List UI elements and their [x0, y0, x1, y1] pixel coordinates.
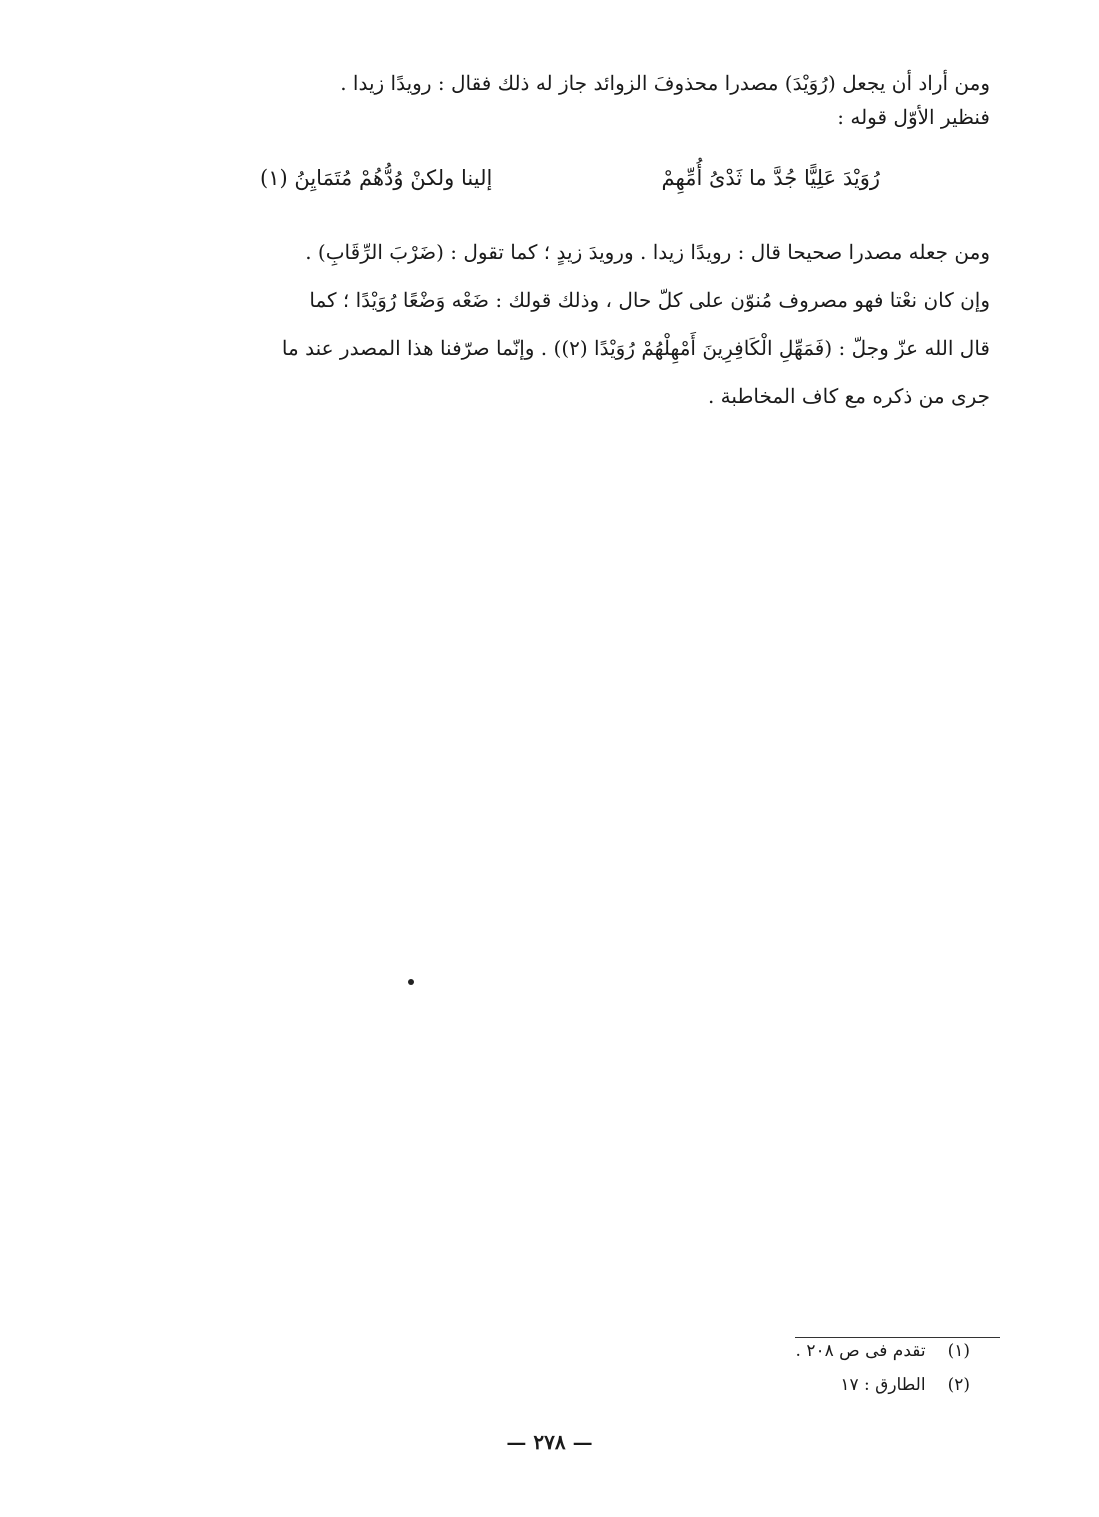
main-paragraph: [130, 66, 990, 134]
verse-first-hemistich: رُوَيْدَ عَلِيًّا جُدَّ ما ثَدْىُ أُمِّهِمْ: [661, 166, 880, 190]
footnote-number: (١): [947, 1341, 970, 1361]
text-line: فنظير الأوّل قوله :: [837, 105, 990, 129]
text-line: قال الله عزّ وجلّ : (فَمَهِّلِ الْكَافِرِينَ أَمْهِلْهُمْ رُوَيْدًا (٢)) . وإنّما صرّفنا هذا المصدر عند ما: [281, 336, 990, 360]
footnote-text: تقدم فى ص ٢٠٨ .: [795, 1341, 926, 1361]
text-line: وإن كان نعْتا فهو مصروف مُنوّن على كلّ حال ، وذلك قولك : ضَعْه وَضْعًا رُوَيْدًا ؛ كما: [309, 288, 990, 312]
scan-speck: [408, 979, 414, 985]
text-line: ومن أراد أن يجعل (رُوَيْدَ) مصدرا محذوفَ الزوائد جاز له ذلك فقال : رويدًا زيدا .: [340, 71, 990, 95]
footnotes: [700, 1334, 970, 1402]
footnote-text: الطارق : ١٧: [840, 1375, 926, 1395]
text-line: ومن جعله مصدرا صحيحا قال : رويدًا زيدا . ورويدَ زيدٍ ؛ كما تقول : (ضَرْبَ الرِّقَابِ) .: [305, 240, 990, 264]
footnote-item: [700, 1334, 970, 1368]
page-number: — ٢٧٨ —: [506, 1430, 593, 1454]
text-line: جرى من ذكره مع كاف المخاطبة .: [707, 384, 990, 408]
second-paragraph: [130, 228, 990, 420]
footnote-item: [700, 1368, 970, 1402]
poetry-verse: [260, 160, 880, 196]
footnote-number: (٢): [947, 1375, 970, 1395]
verse-second-hemistich: إلينا ولكنْ وُدُّهُمْ مُتَمَايِنُ (١): [260, 166, 493, 190]
